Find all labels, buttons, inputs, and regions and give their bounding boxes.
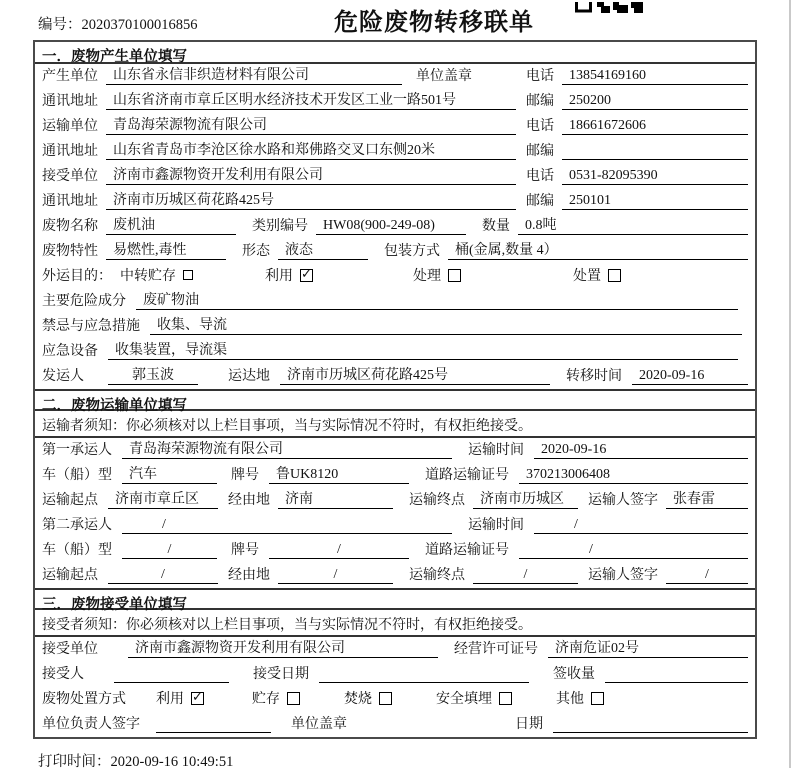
row-vehicle2	[35, 538, 755, 563]
row-accepting-unit	[35, 637, 755, 662]
row-emergency-equipment	[35, 339, 755, 364]
transporter-address-label: 通讯地址	[42, 144, 98, 159]
disposal-incinerate-label: 焚烧	[344, 692, 372, 707]
disposal-other-label: 其他	[556, 692, 584, 707]
producer-zip-value: 250200	[562, 93, 748, 110]
plate2-value: /	[269, 542, 409, 559]
via2-value: /	[278, 567, 393, 584]
serial-number-line	[38, 13, 198, 34]
producer-address-label: 通讯地址	[42, 94, 98, 109]
second-carrier-value: /	[122, 517, 452, 534]
receiver-zip-label: 邮编	[526, 194, 554, 209]
section2-notice: 运输者须知：你必须核对以上栏目事项，当与实际情况不符时，有权拒绝接受。	[35, 411, 755, 438]
waste-category-label: 类别编号	[252, 219, 308, 234]
producer-unit-value: 山东省永信非织造材料有限公司	[106, 64, 402, 85]
row-receiver-unit	[35, 164, 755, 189]
row-second-carrier	[35, 513, 755, 538]
waste-name-label: 废物名称	[42, 219, 98, 234]
row-waste-traits	[35, 239, 755, 264]
via1-value: 济南	[278, 488, 393, 509]
purpose-dispose-label: 处置	[573, 269, 601, 284]
vehicle-type2-label: 车（船）型	[42, 543, 112, 558]
vehicle-type2-value: /	[122, 542, 217, 559]
disposal-option-utilize	[156, 688, 204, 708]
hazard-components-value: 废矿物油	[136, 289, 738, 310]
print-time-value: 2020-09-16 10:49:51	[110, 754, 234, 768]
unit-seal-label: 单位盖章	[416, 69, 472, 84]
sign-date-value	[553, 732, 748, 733]
transport-time2-label: 运输时间	[468, 518, 524, 533]
row-recipient	[35, 662, 755, 687]
end2-value: /	[473, 567, 578, 584]
waste-form-value: 液态	[278, 239, 368, 260]
producer-phone-value: 13854169160	[562, 68, 748, 85]
row-receiver-address	[35, 189, 755, 214]
carrier-sign2-label: 运输人签字	[588, 568, 658, 583]
purpose-option-utilize	[265, 265, 313, 285]
taboo-measures-value: 收集、导流	[150, 314, 742, 335]
origin1-label: 运输起点	[42, 493, 98, 508]
waste-category-value: HW08(900-249-08)	[316, 218, 466, 235]
disposal-landfill-label: 安全填埋	[436, 692, 492, 707]
receiver-unit-value: 济南市鑫源物资开发利用有限公司	[106, 164, 516, 185]
packaging-label: 包装方式	[384, 244, 440, 259]
end1-value: 济南市历城区	[473, 488, 578, 509]
purpose-dispose-checkbox	[608, 269, 621, 282]
purpose-option-treat	[413, 265, 461, 285]
row-route2	[35, 563, 755, 588]
accept-date-label: 接受日期	[253, 667, 309, 682]
disposal-incinerate-checkbox	[379, 692, 392, 705]
qr-code-fragment	[575, 0, 643, 18]
disposal-storage-checkbox	[287, 692, 300, 705]
second-carrier-label: 第二承运人	[42, 518, 112, 533]
section2-heading: 二．废物运输单位填写	[35, 389, 755, 411]
plate2-label: 牌号	[231, 543, 259, 558]
row-vehicle1	[35, 463, 755, 488]
disposal-other-checkbox	[591, 692, 604, 705]
row-transporter-unit	[35, 114, 755, 139]
receiver-zip-value: 250101	[562, 193, 748, 210]
responsible-sign-label: 单位负责人签字	[42, 717, 140, 732]
purpose-treat-label: 处理	[413, 269, 441, 284]
shipper-label: 发运人	[42, 369, 84, 384]
carrier-sign1-value: 张春雷	[666, 488, 748, 509]
transporter-phone-label: 电话	[526, 119, 554, 134]
end2-label: 运输终点	[409, 568, 465, 583]
purpose-utilize-checkbox	[300, 269, 313, 282]
via1-label: 经由地	[228, 493, 270, 508]
license-label: 经营许可证号	[454, 642, 538, 657]
transport-time1-value: 2020-09-16	[534, 442, 748, 459]
destination-label: 运达地	[228, 369, 270, 384]
packaging-value: 桶(金属,数量 4）	[448, 239, 748, 260]
waste-quantity-label: 数量	[482, 219, 510, 234]
transporter-unit-value: 青岛海荣源物流有限公司	[106, 114, 516, 135]
purpose-transit-storage-checkbox	[183, 270, 193, 280]
received-amount-label: 签收量	[553, 667, 595, 682]
disposal-option-other	[556, 688, 604, 708]
section3-heading: 三．废物接受单位填写	[35, 588, 755, 610]
disposal-landfill-checkbox	[499, 692, 512, 705]
serial-label: 编号：	[38, 17, 82, 33]
emergency-equipment-label: 应急设备	[42, 344, 98, 359]
page-edge-line	[789, 0, 791, 768]
transporter-phone-value: 18661672606	[562, 118, 748, 135]
receiver-phone-value: 0531-82095390	[562, 168, 748, 185]
accepting-unit-value: 济南市鑫源物资开发利用有限公司	[128, 637, 438, 658]
origin2-value: /	[108, 567, 218, 584]
row-waste-name	[35, 214, 755, 239]
transporter-address-value: 山东省青岛市李沧区徐水路和郑佛路交叉口东侧20米	[106, 139, 516, 160]
hazard-components-label: 主要危险成分	[42, 294, 126, 309]
waste-name-value: 废机油	[106, 214, 236, 235]
purpose-option-dispose	[573, 265, 621, 285]
accept-date-value	[319, 682, 529, 683]
print-time-line	[38, 750, 233, 768]
row-taboo-measures	[35, 314, 755, 339]
transport-time1-label: 运输时间	[468, 443, 524, 458]
first-carrier-label: 第一承运人	[42, 443, 112, 458]
producer-unit-label: 产生单位	[42, 69, 98, 84]
purpose-utilize-label: 利用	[265, 269, 293, 284]
recipient-label: 接受人	[42, 667, 84, 682]
producer-phone-label: 电话	[526, 69, 554, 84]
disposal-method-label: 废物处置方式	[42, 692, 126, 707]
row-disposal-method	[35, 687, 755, 712]
recipient-value	[114, 682, 229, 683]
section3-notice: 接受者须知：你必须核对以上栏目事项，当与实际情况不符时，有权拒绝接受。	[35, 610, 755, 637]
plate1-value: 鲁UK8120	[269, 463, 409, 484]
serial-value: 2020370100016856	[81, 17, 198, 33]
purpose-option-transit-storage	[120, 265, 193, 285]
unit-seal2-label: 单位盖章	[291, 717, 347, 732]
row-route1	[35, 488, 755, 513]
transport-time2-value: /	[534, 517, 748, 534]
waste-form-label: 形态	[242, 244, 270, 259]
first-carrier-value: 青岛海荣源物流有限公司	[122, 438, 452, 459]
license-value: 济南危证02号	[548, 637, 748, 658]
row-transfer-purpose	[35, 264, 755, 289]
producer-zip-label: 邮编	[526, 94, 554, 109]
destination-value: 济南市历城区荷花路425号	[280, 364, 550, 385]
carrier-sign2-value: /	[666, 567, 748, 584]
print-time-label: 打印时间：	[38, 754, 111, 768]
row-shipper	[35, 364, 755, 389]
page-title: 危险废物转移联单	[334, 10, 534, 36]
sign-date-label: 日期	[515, 717, 543, 732]
producer-address-value: 山东省济南市章丘区明水经济技术开发区工业一路501号	[106, 89, 516, 110]
row-producer-unit	[35, 64, 755, 89]
section1-heading: 一．废物产生单位填写	[35, 42, 755, 64]
origin2-label: 运输起点	[42, 568, 98, 583]
transporter-zip-value	[562, 159, 748, 160]
purpose-transit-storage-label: 中转贮存	[120, 269, 176, 284]
disposal-storage-label: 贮存	[252, 692, 280, 707]
vehicle-type1-value: 汽车	[122, 463, 217, 484]
road-permit2-label: 道路运输证号	[425, 543, 509, 558]
road-permit2-value: /	[519, 542, 748, 559]
row-first-carrier	[35, 438, 755, 463]
receiver-address-value: 济南市历城区荷花路425号	[106, 189, 516, 210]
via2-label: 经由地	[228, 568, 270, 583]
carrier-sign1-label: 运输人签字	[588, 493, 658, 508]
receiver-unit-label: 接受单位	[42, 169, 98, 184]
manifest-table	[33, 40, 757, 739]
purpose-treat-checkbox	[448, 269, 461, 282]
vehicle-type1-label: 车（船）型	[42, 468, 112, 483]
disposal-utilize-label: 利用	[156, 692, 184, 707]
row-producer-address	[35, 89, 755, 114]
received-amount-value	[605, 682, 748, 683]
taboo-measures-label: 禁忌与应急措施	[42, 319, 140, 334]
plate1-label: 牌号	[231, 468, 259, 483]
waste-quantity-value: 0.8吨	[518, 214, 748, 235]
disposal-option-incinerate	[344, 688, 392, 708]
disposal-option-storage	[252, 688, 300, 708]
responsible-sign-value	[156, 732, 271, 733]
receiver-phone-label: 电话	[526, 169, 554, 184]
end1-label: 运输终点	[409, 493, 465, 508]
receiver-address-label: 通讯地址	[42, 194, 98, 209]
transfer-purpose-label: 外运目的：	[42, 269, 112, 284]
transporter-unit-label: 运输单位	[42, 119, 98, 134]
transporter-zip-label: 邮编	[526, 144, 554, 159]
row-hazard-components	[35, 289, 755, 314]
emergency-equipment-value: 收集装置，导流渠	[108, 339, 738, 360]
waste-traits-value: 易燃性,毒性	[106, 239, 226, 260]
row-transporter-address	[35, 139, 755, 164]
transfer-time-value: 2020-09-16	[632, 368, 748, 385]
road-permit1-value: 370213006408	[519, 467, 748, 484]
waste-traits-label: 废物特性	[42, 244, 98, 259]
disposal-utilize-checkbox	[191, 692, 204, 705]
disposal-option-landfill	[436, 688, 512, 708]
accepting-unit-label: 接受单位	[42, 642, 98, 657]
shipper-value: 郭玉波	[108, 364, 198, 385]
origin1-value: 济南市章丘区	[108, 488, 218, 509]
transfer-time-label: 转移时间	[566, 369, 622, 384]
road-permit1-label: 道路运输证号	[425, 468, 509, 483]
row-responsible-sign	[35, 712, 755, 737]
